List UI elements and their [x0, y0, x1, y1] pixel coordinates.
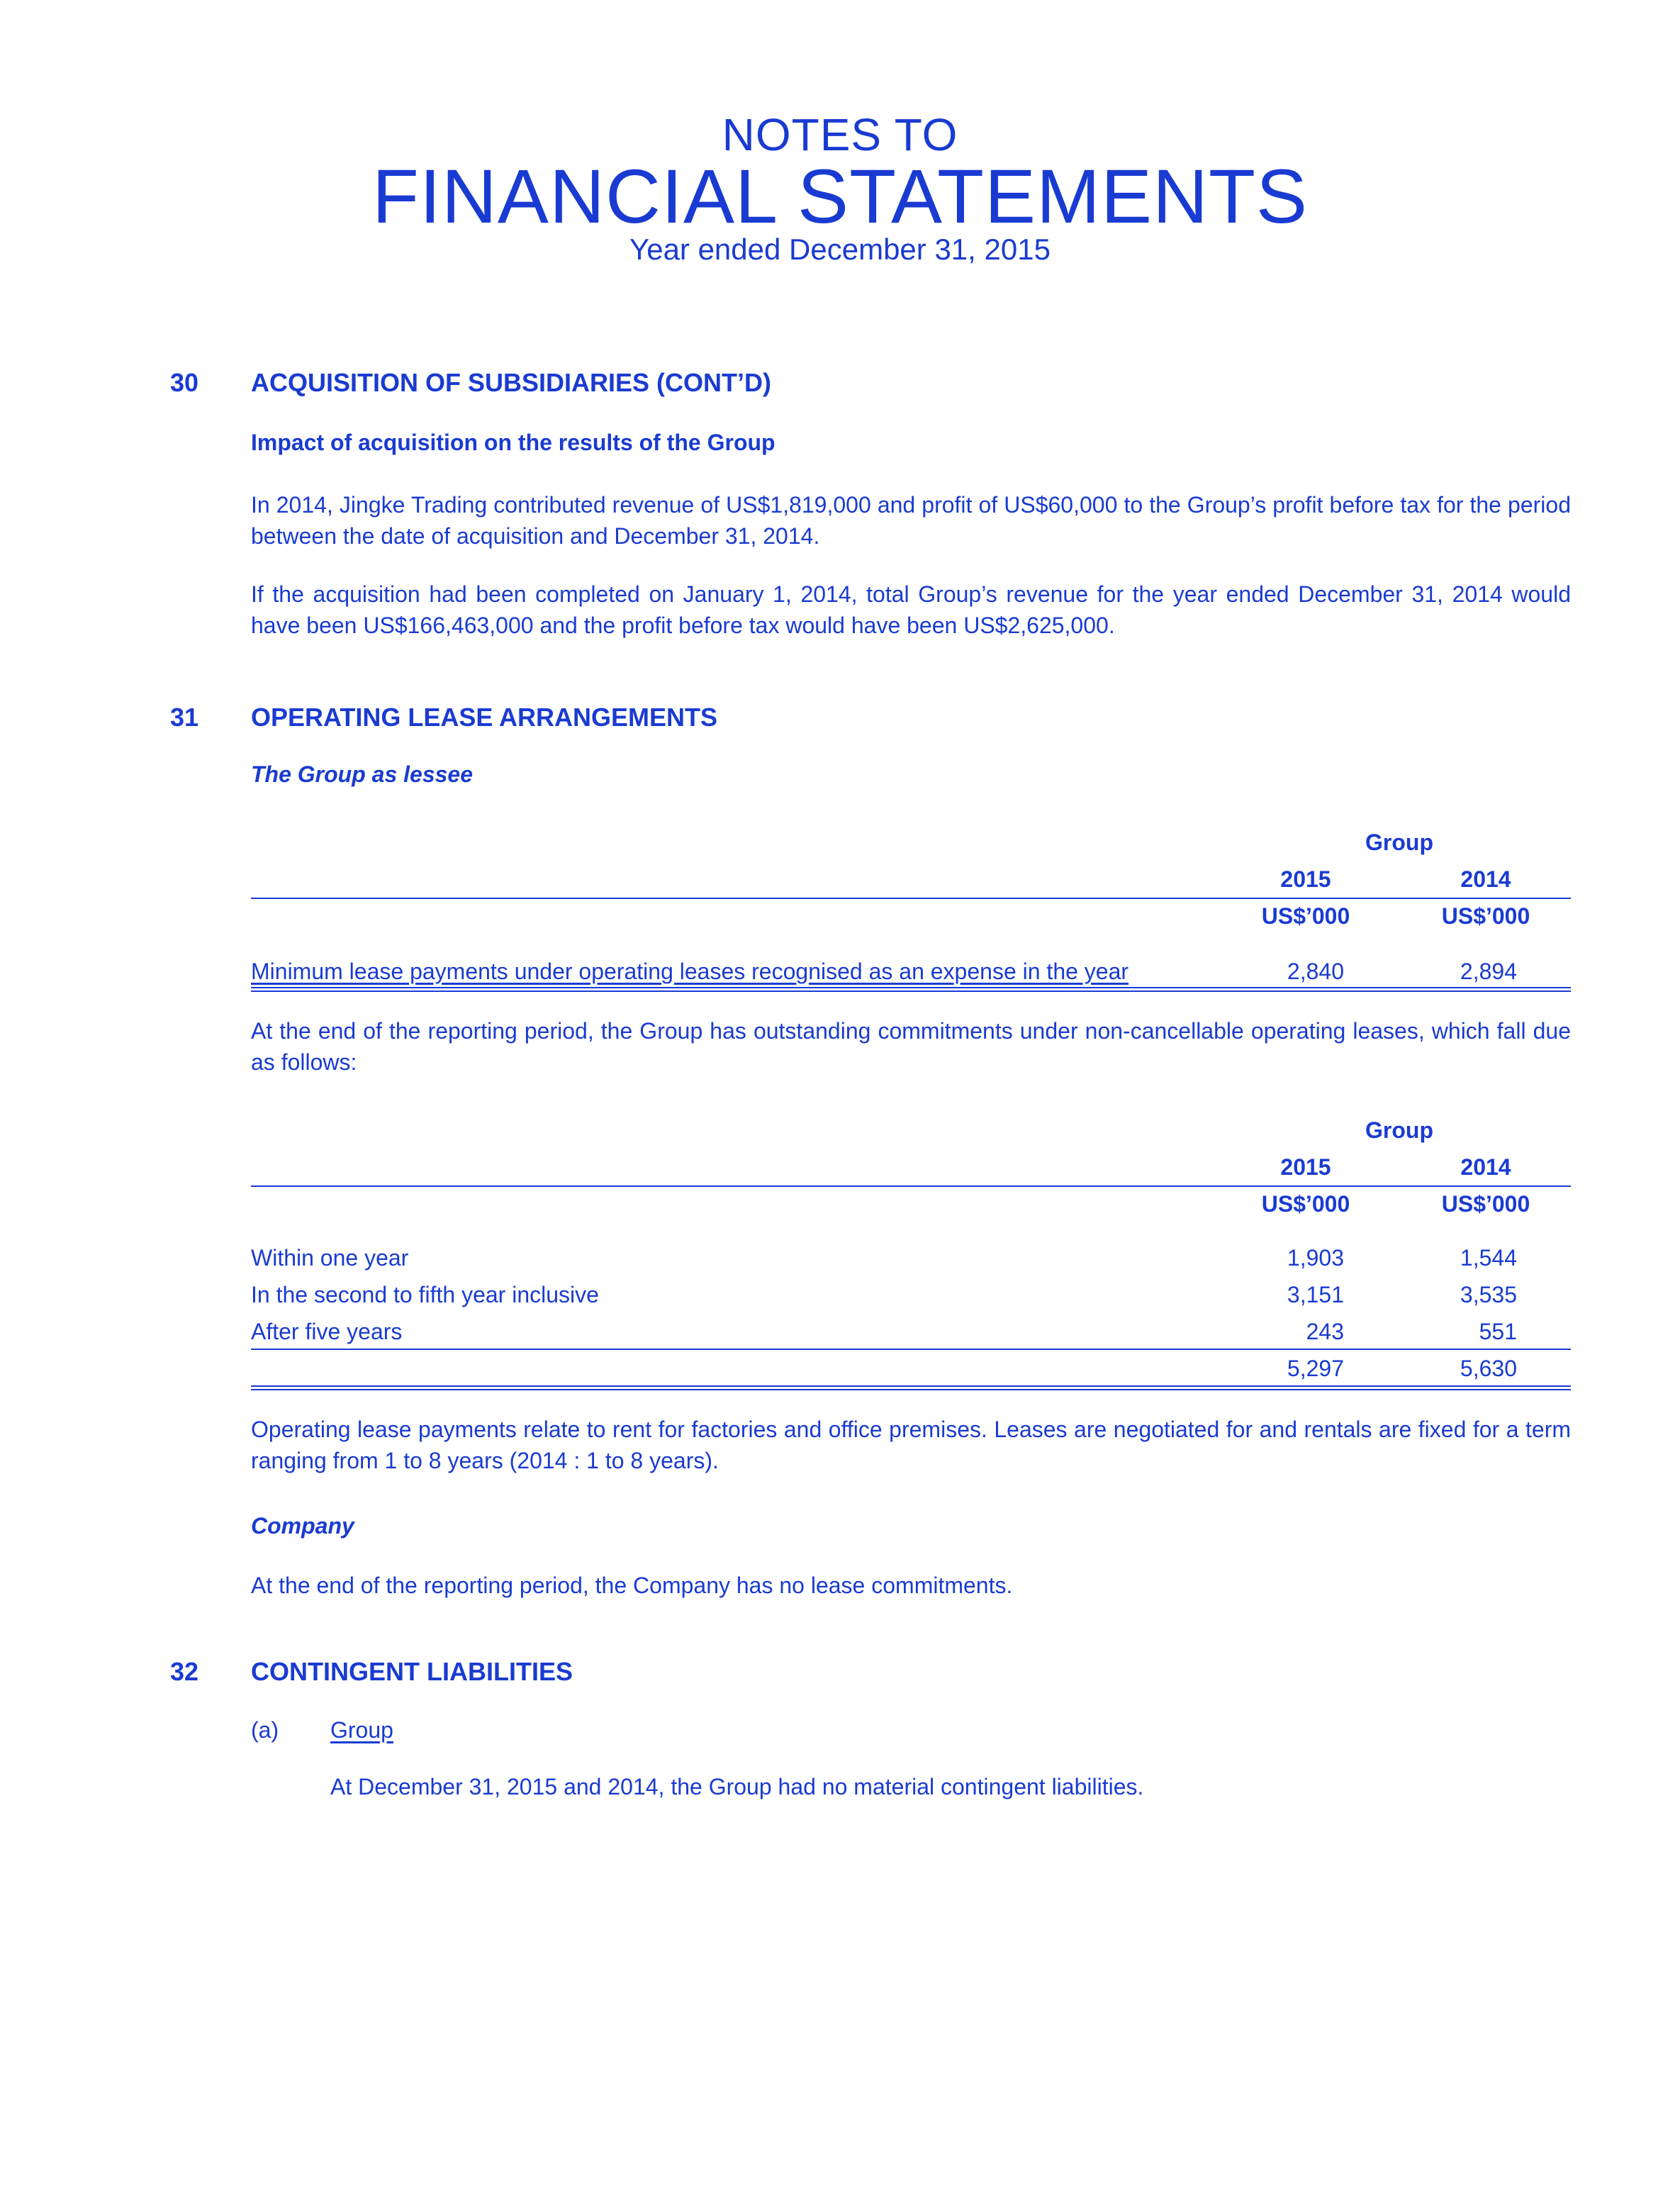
- table1-double-rule: [251, 987, 1571, 992]
- table2-row-label: After five years: [251, 1319, 403, 1344]
- table2-unit-2014: US$’000: [1441, 1191, 1530, 1217]
- header-period: Year ended December 31, 2015: [629, 233, 1051, 266]
- table1-year-2014: 2014: [1460, 866, 1511, 892]
- section-32-title: CONTINGENT LIABILITIES: [251, 1657, 573, 1686]
- table2-total-2014: 5,630: [1460, 1356, 1517, 1381]
- table2-row-value-2015: 1,903: [1287, 1245, 1344, 1271]
- table2-row-value-2014: 551: [1479, 1319, 1517, 1344]
- section-31-number: 31: [170, 703, 199, 732]
- table1-group-header: Group: [1365, 830, 1433, 855]
- section-30-subheading: Impact of acquisition on the results of the Group: [251, 430, 775, 455]
- table1-row-label: Minimum lease payments under operating leases recognised as an expense in the year: [251, 959, 1129, 984]
- table2-total-2015: 5,297: [1287, 1356, 1344, 1381]
- section-30-number: 30: [170, 368, 199, 397]
- table2-row-value-2014: 1,544: [1460, 1245, 1517, 1271]
- item-a-text: At December 31, 2015 and 2014, the Group had no material contingent liabilities.: [330, 1774, 1144, 1799]
- item-a-marker: (a): [251, 1717, 279, 1743]
- table2-unit-2015: US$’000: [1261, 1191, 1350, 1217]
- table2-row-value-2015: 243: [1306, 1319, 1344, 1344]
- table1-year-2015: 2015: [1280, 866, 1331, 892]
- company-paragraph: At the end of the reporting period, the Company has no lease commitments.: [251, 1573, 1013, 1598]
- table2-double-rule: [251, 1385, 1571, 1390]
- table2-year-2014: 2014: [1460, 1154, 1511, 1180]
- table2-header-rule: [251, 1185, 1571, 1187]
- table1-value-2015: 2,840: [1287, 959, 1344, 984]
- table1-unit-2015: US$’000: [1261, 903, 1350, 929]
- header-title: FINANCIAL STATEMENTS: [371, 153, 1309, 239]
- header-notes-to: NOTES TO: [722, 109, 958, 160]
- section-31-title: OPERATING LEASE ARRANGEMENTS: [251, 703, 718, 732]
- table2-row-value-2014: 3,535: [1460, 1282, 1517, 1307]
- commitments-paragraph: At the end of the reporting period, the Group has outstanding commitments under non-cancellable operating leases, which fall due as follows:: [251, 1018, 1571, 1075]
- section-30-paragraph-2: If the acquisition had been completed on January 1, 2014, total Group’s revenue for the year ended December 31, 2014 would have been US$166,463,000 and the profit before tax would have been US$2,625,000.: [251, 581, 1571, 638]
- table2-row-value-2015: 3,151: [1287, 1282, 1344, 1307]
- table2-year-2015: 2015: [1280, 1154, 1331, 1180]
- lessee-subheading: The Group as lessee: [251, 761, 474, 787]
- table2-subtotal-rule: [251, 1349, 1571, 1350]
- table2-row-label: In the second to fifth year inclusive: [251, 1282, 599, 1307]
- section-30-paragraph-1: In 2014, Jingke Trading contributed revenue of US$1,819,000 and profit of US$60,000 to the Group’s profit before tax for the period between the date of acquisition and December 31, 2014.: [251, 492, 1571, 549]
- table2-group-header: Group: [1365, 1117, 1433, 1143]
- section-32-number: 32: [170, 1657, 199, 1686]
- table1-unit-2014: US$’000: [1441, 903, 1530, 929]
- table2-row-label: Within one year: [251, 1245, 409, 1271]
- table1-value-2014: 2,894: [1460, 959, 1517, 984]
- section-30-title: ACQUISITION OF SUBSIDIARIES (CONT’D): [251, 368, 772, 397]
- table1-header-rule: [251, 898, 1571, 899]
- item-a-title: Group: [330, 1717, 393, 1743]
- company-subheading: Company: [251, 1513, 354, 1539]
- rent-paragraph: Operating lease payments relate to rent for factories and office premises. Leases are negotiated for and rentals are fixed for a term ranging from 1 to 8 years (2014 : 1 to 8 years).: [251, 1417, 1571, 1473]
